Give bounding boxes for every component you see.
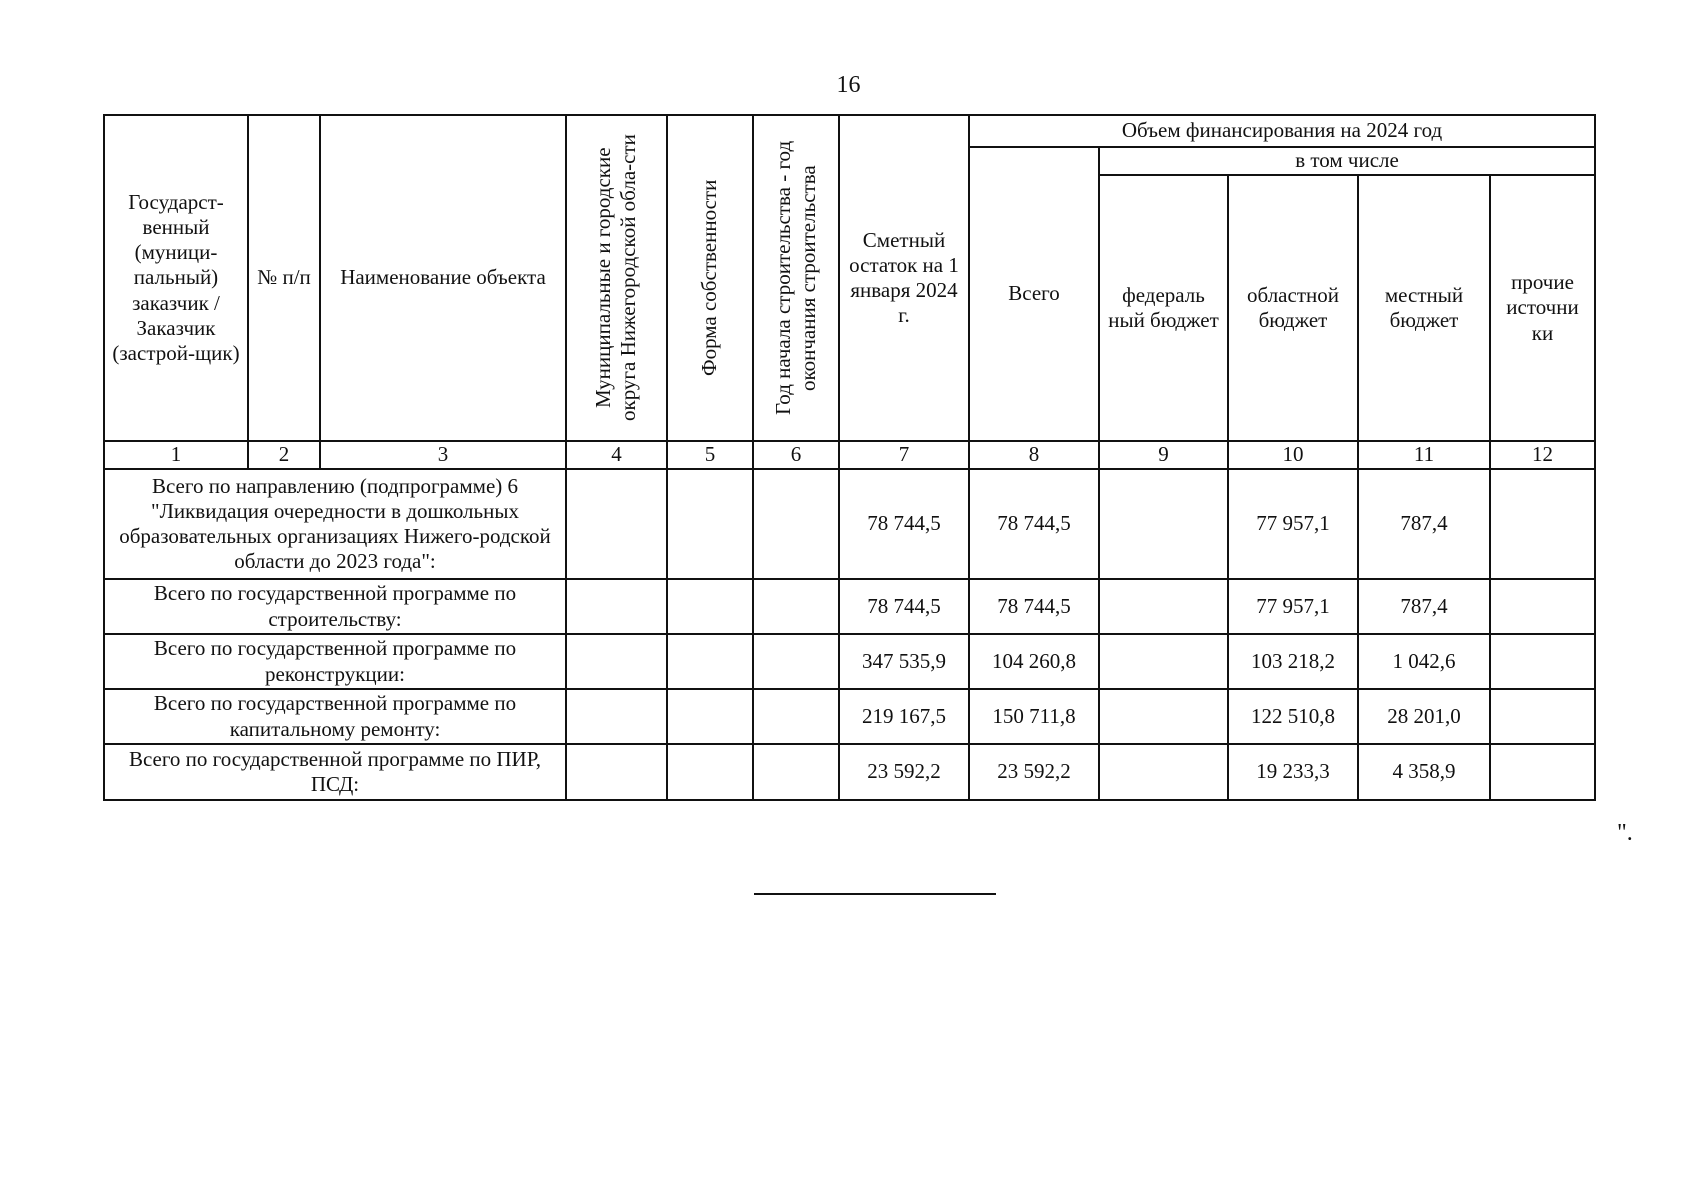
column-number: 6 — [753, 441, 839, 469]
closing-quote: ". — [1617, 820, 1633, 846]
cell-estimate: 78 744,5 — [839, 469, 969, 579]
cell-municipality — [566, 689, 667, 744]
header-ownership-text: Форма собственности — [697, 179, 722, 377]
column-number: 2 — [248, 441, 320, 469]
cell-ownership — [667, 689, 753, 744]
cell-other — [1490, 579, 1595, 634]
cell-local: 1 042,6 — [1358, 634, 1490, 689]
cell-ownership — [667, 744, 753, 800]
cell-estimate: 23 592,2 — [839, 744, 969, 800]
header-total: Всего — [969, 147, 1099, 441]
cell-total: 78 744,5 — [969, 579, 1099, 634]
cell-years — [753, 634, 839, 689]
header-object-name: Наименование объекта — [320, 115, 566, 441]
header-regional: областной бюджет — [1228, 175, 1358, 441]
column-number: 3 — [320, 441, 566, 469]
cell-years — [753, 689, 839, 744]
header-municipalities — [566, 115, 667, 441]
cell-total: 150 711,8 — [969, 689, 1099, 744]
cell-other — [1490, 744, 1595, 800]
column-number: 5 — [667, 441, 753, 469]
header-local: местный бюджет — [1358, 175, 1490, 441]
header-estimate: Сметный остаток на 1 января 2024 г. — [839, 115, 969, 441]
cell-local: 787,4 — [1358, 469, 1490, 579]
cell-federal — [1099, 579, 1228, 634]
column-number: 7 — [839, 441, 969, 469]
header-federal: федераль ный бюджет — [1099, 175, 1228, 441]
column-number: 11 — [1358, 441, 1490, 469]
cell-ownership — [667, 579, 753, 634]
cell-regional: 19 233,3 — [1228, 744, 1358, 800]
cell-municipality — [566, 634, 667, 689]
cell-total: 23 592,2 — [969, 744, 1099, 800]
cell-regional: 122 510,8 — [1228, 689, 1358, 744]
cell-estimate: 219 167,5 — [839, 689, 969, 744]
column-number: 8 — [969, 441, 1099, 469]
column-number: 4 — [566, 441, 667, 469]
header-years-text: Год начала строительства - год окончания строительства — [770, 140, 820, 416]
row-label: Всего по направлению (подпрограмме) 6 "Ликвидация очередности в дошкольных образовательных организациях Нижего-родской области до 2023 года": — [104, 469, 566, 579]
financing-table — [103, 114, 1596, 801]
cell-federal — [1099, 689, 1228, 744]
cell-other — [1490, 689, 1595, 744]
cell-municipality — [566, 579, 667, 634]
cell-ownership — [667, 634, 753, 689]
cell-total: 104 260,8 — [969, 634, 1099, 689]
row-label: Всего по государственной программе по строительству: — [104, 579, 566, 634]
page-number: 16 — [836, 72, 861, 98]
cell-years — [753, 744, 839, 800]
header-num: № п/п — [248, 115, 320, 441]
cell-years — [753, 469, 839, 579]
row-label: Всего по государственной программе по ПИР, ПСД: — [104, 744, 566, 800]
separator-line — [754, 893, 996, 895]
column-number: 9 — [1099, 441, 1228, 469]
cell-other — [1490, 634, 1595, 689]
cell-municipality — [566, 744, 667, 800]
cell-ownership — [667, 469, 753, 579]
column-number: 10 — [1228, 441, 1358, 469]
cell-federal — [1099, 634, 1228, 689]
cell-municipality — [566, 469, 667, 579]
header-years — [753, 115, 839, 441]
column-number: 12 — [1490, 441, 1595, 469]
cell-regional: 77 957,1 — [1228, 469, 1358, 579]
row-label: Всего по государственной программе по капитальному ремонту: — [104, 689, 566, 744]
table-row — [104, 634, 1595, 689]
cell-local: 4 358,9 — [1358, 744, 1490, 800]
table-row — [104, 469, 1595, 579]
header-other: прочие источни ки — [1490, 175, 1595, 441]
header-including: в том числе — [1099, 147, 1595, 175]
header-funding-group: Объем финансирования на 2024 год — [969, 115, 1595, 147]
header-customer: Государст-венный (муници-пальный) заказчик / Заказчик (застрой-щик) — [104, 115, 248, 441]
cell-regional: 103 218,2 — [1228, 634, 1358, 689]
cell-federal — [1099, 744, 1228, 800]
row-label: Всего по государственной программе по реконструкции: — [104, 634, 566, 689]
column-number: 1 — [104, 441, 248, 469]
header-ownership — [667, 115, 753, 441]
cell-estimate: 78 744,5 — [839, 579, 969, 634]
cell-other — [1490, 469, 1595, 579]
cell-estimate: 347 535,9 — [839, 634, 969, 689]
table-row — [104, 579, 1595, 634]
cell-local: 787,4 — [1358, 579, 1490, 634]
table-row — [104, 744, 1595, 800]
header-municipalities-text: Муниципальные и городские округа Нижегородской обла-сти — [591, 134, 641, 422]
table-row — [104, 689, 1595, 744]
column-number-row — [104, 441, 1595, 469]
cell-total: 78 744,5 — [969, 469, 1099, 579]
cell-local: 28 201,0 — [1358, 689, 1490, 744]
cell-years — [753, 579, 839, 634]
cell-federal — [1099, 469, 1228, 579]
cell-regional: 77 957,1 — [1228, 579, 1358, 634]
